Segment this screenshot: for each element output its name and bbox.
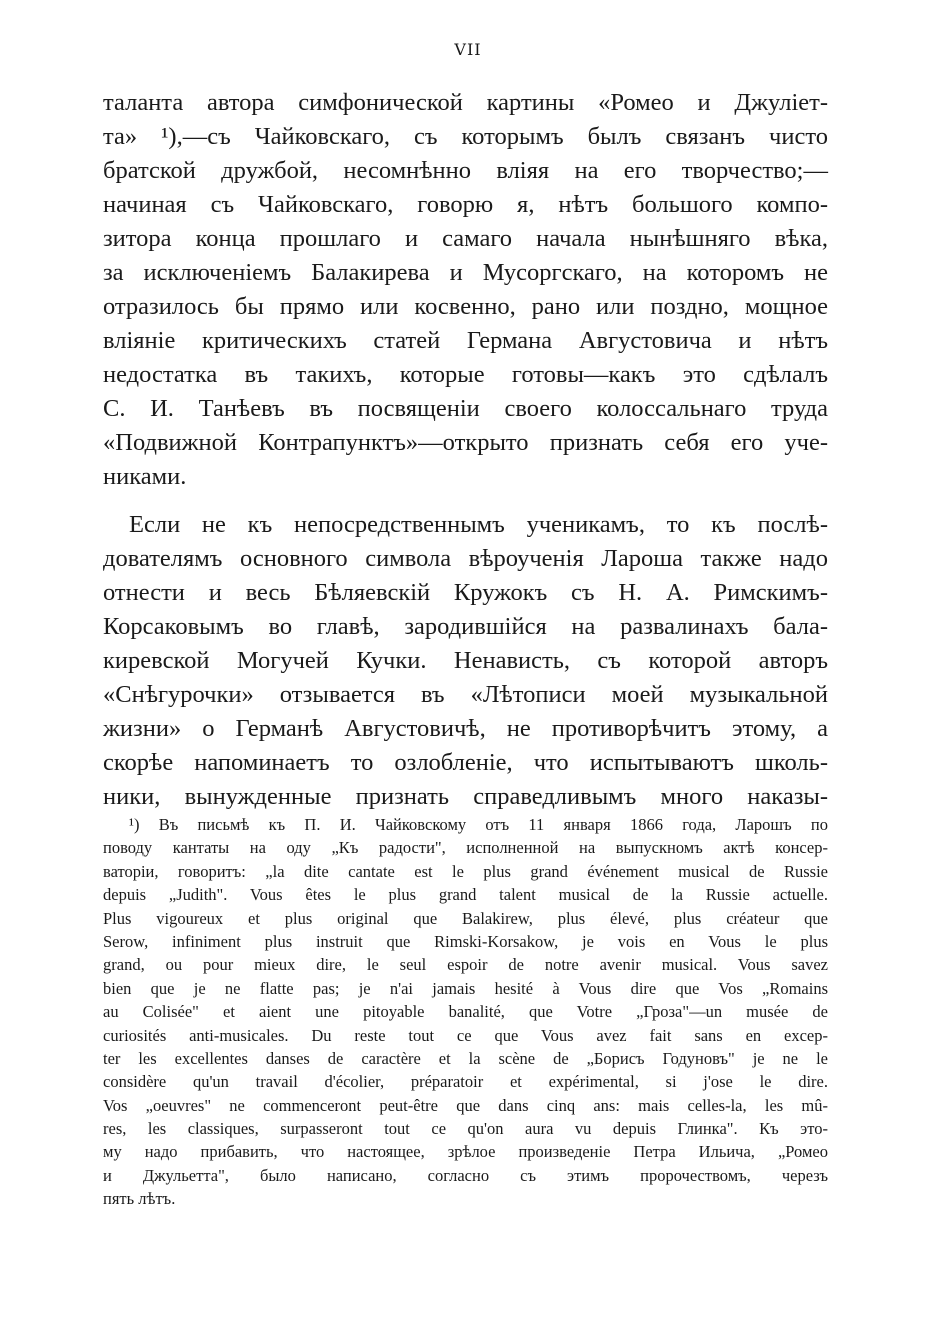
footnote-line: поводу кантаты на оду „Къ радости", исполненной на выпускномъ актѣ консер- [103,838,828,858]
text-line: никами. [103,463,187,490]
text-line: таланта автора симфонической картины «Ромео и Джуліет- [103,89,828,116]
footnote-line: пять лѣтъ. [103,1189,176,1209]
text-line: скорѣе напоминаетъ то озлобленіе, что испытываютъ школь- [103,749,828,776]
text-line: ники, вынужденные признать справедливымъ много наказы- [103,783,828,810]
paragraph-1 [103,86,828,494]
footnote-line: му надо прибавить, что настоящее, зрѣлое произведеніе Петра Ильича, „Ромео [103,1142,828,1162]
footnote-line: ваторіи, говоритъ: „la dite cantate est le plus grand événement musical de Russie [103,861,828,881]
text-line: начиная съ Чайковскаго, говорю я, нѣтъ большого компо- [103,191,828,218]
text-line: за исключеніемъ Балакирева и Мусоргскаго, на которомъ не [103,259,828,286]
footnote-line: ter les excellentes danses de caractère et la scène de „Борисъ Годуновъ" je ne le [103,1048,828,1068]
text-line: отнести и весь Бѣляевскій Кружокъ съ Н. А. Римскимъ- [103,579,828,606]
paragraph-2 [103,508,828,814]
text-line: «Снѣгурочки» отзывается въ «Лѣтописи моей музыкальной [103,681,828,708]
footnote-line: Serow, infiniment plus instruit que Rimski-Korsakow, je vois en Vous le plus [103,931,828,951]
text-line: Корсаковымъ во главѣ, зародившійся на развалинахъ бала- [103,613,828,640]
text-line: Если не къ непосредственнымъ ученикамъ, то къ послѣ- [129,511,828,538]
text-line: зитора конца прошлаго и самаго начала нынѣшняго вѣка, [103,225,828,252]
text-line: «Подвижной Контрапунктъ»—открыто признать себя его уче- [103,429,828,456]
main-text [103,86,828,814]
footnote-line: bien que je ne flatte pas; je n'ai jamais hesité à Vous dire que Vos „Romains [103,978,828,998]
text-line: та» ¹),—съ Чайковскаго, съ которымъ былъ связанъ чисто [103,123,828,150]
footnote [103,813,828,1211]
footnote-line: grand, ou pour mieux dire, le seul espoir de notre avenir musical. Vous savez [103,955,828,975]
footnote-line: и Джульетта", было написано, согласно съ этимъ пророчествомъ, черезъ [103,1165,828,1185]
paragraph-gap [103,494,828,508]
footnote-line: considère qu'un travail d'écolier, préparatoir et expérimental, si j'ose le dire. [103,1072,828,1092]
footnote-line: ¹) Въ письмѣ къ П. И. Чайковскому отъ 11 января 1866 года, Ларошъ по [129,815,828,834]
text-line: киревской Могучей Кучки. Ненависть, съ которой авторъ [103,647,828,674]
text-line: жизни» о Германѣ Августовичѣ, не противорѣчитъ этому, а [103,715,828,742]
footnote-line: curiosités anti-musicales. Du reste tout ce que Vous avez fait sans en excep- [103,1025,828,1045]
footnote-line: Plus vigoureux et plus original que Balakirew, plus élevé, plus créateur que [103,908,828,928]
page-number: VII [454,40,482,59]
text-line: дователямъ основного символа вѣроученія Лароша также надо [103,545,828,572]
text-line: братской дружбой, несомнѣнно вліяя на его творчество;— [103,157,828,184]
text-line: отразилось бы прямо или косвенно, рано или поздно, мощное [103,293,828,320]
footnote-line: depuis „Judith". Vous êtes le plus grand talent musical de la Russie actuelle. [103,885,828,905]
text-line: С. И. Танѣевъ въ посвященіи своего колоссальнаго труда [103,395,828,422]
footnote-line: au Colisée" et aient une pitoyable banalité, que Votre „Гроза"—un musée de [103,1002,828,1022]
footnote-line: res, les classiques, surpasseront tout ce qu'on aura vu depuis Глинка". Къ это- [103,1119,828,1139]
text-line: недостатка въ такихъ, которые готовы—какъ это сдѣлалъ [103,361,828,388]
text-line: вліяніе критическихъ статей Германа Августовича и нѣтъ [103,327,828,354]
footnote-line-italic: Vos „oeuvres" ne commenceront peut-être que dans cinq ans: mais celles-la, les mû- [103,1095,828,1115]
